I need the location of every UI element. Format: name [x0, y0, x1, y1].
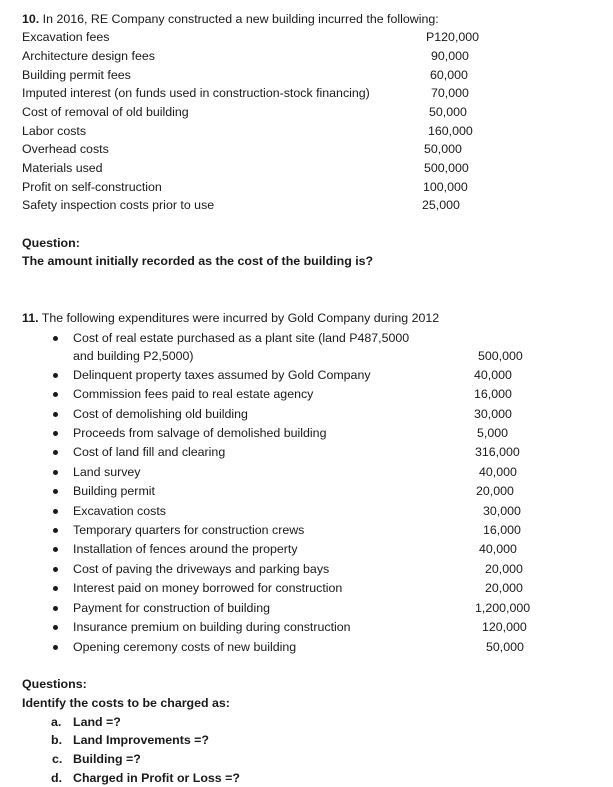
q11-item-label: Land survey [73, 465, 141, 479]
q11-item-amount: 120,000 [482, 620, 527, 634]
q10-item-label: Architecture design fees [22, 49, 155, 63]
answer-text: Charged in Profit or Loss =? [73, 771, 240, 785]
q11-number: 11. [22, 311, 39, 325]
q10-item-label: Excavation fees [22, 30, 110, 44]
q11-item-amount: 5,000 [477, 426, 509, 440]
answer-text: Building =? [73, 752, 141, 766]
q11-item-amount: 20,000 [485, 562, 523, 576]
q11-item-label: Interest paid on money borrowed for construction [73, 581, 343, 595]
q11-item-amount: 20,000 [476, 484, 514, 498]
q11-item-amount: 40,000 [474, 368, 512, 382]
q11-item-label: Insurance premium on building during construction [73, 620, 351, 634]
bullet-icon [53, 489, 58, 494]
q10-item-label: Materials used [22, 161, 103, 175]
q10-item-amount: 100,000 [423, 180, 468, 194]
q11-item-label: Cost of demolishing old building [73, 407, 248, 421]
q11-item-amount: 40,000 [479, 465, 517, 479]
q10-item-amount: P120,000 [426, 30, 480, 44]
q11-item-label: Excavation costs [73, 504, 166, 518]
bullet-icon [53, 625, 58, 630]
q11-item-label-continued: and building P2,5000) [73, 349, 194, 363]
q11-item-label: Delinquent property taxes assumed by Gold Company [73, 368, 371, 382]
q10-intro: In 2016, RE Company constructed a new building incurred the following: [39, 12, 439, 26]
q11-item-amount: 16,000 [483, 523, 521, 537]
q11-item-amount: 20,000 [485, 581, 523, 595]
q10-item-label: Labor costs [22, 124, 87, 138]
q10-item-amount: 90,000 [431, 49, 469, 63]
q10-item-amount: 50,000 [429, 105, 467, 119]
answer-letter: b. [51, 733, 63, 747]
bullet-icon [53, 509, 58, 514]
q11-item-amount: 500,000 [478, 349, 523, 363]
q10-item-label: Overhead costs [22, 142, 109, 156]
bullet-icon [53, 392, 58, 397]
q11-questions-heading: Questions: [22, 677, 87, 691]
q10-item-amount: 50,000 [424, 142, 462, 156]
q10-question-heading: Question: [22, 236, 80, 250]
q11-item-label: Proceeds from salvage of demolished building [73, 426, 327, 440]
q10-item-label: Safety inspection costs prior to use [22, 198, 215, 212]
bullet-icon [53, 431, 58, 436]
q10-question-text: The amount initially recorded as the cost of the building is? [22, 254, 374, 268]
bullet-icon [53, 373, 58, 378]
answer-letter: a. [51, 715, 62, 729]
q11-header [22, 310, 439, 326]
q11-item-label: Commission fees paid to real estate agency [73, 387, 314, 401]
q11-item-amount: 40,000 [479, 542, 517, 556]
q11-item-amount: 30,000 [483, 504, 521, 518]
bullet-icon [53, 567, 58, 572]
q11-item-label: Temporary quarters for construction crews [73, 523, 305, 537]
bullet-icon [53, 336, 58, 341]
q10-item-label: Cost of removal of old building [22, 105, 189, 119]
q10-header [22, 11, 439, 27]
q11-item-amount: 1,200,000 [475, 601, 531, 615]
bullet-icon [53, 606, 58, 611]
bullet-icon [53, 645, 58, 650]
q10-item-amount: 70,000 [431, 86, 469, 100]
bullet-icon [53, 412, 58, 417]
q11-item-label: Cost of real estate purchased as a plant site (land P487,5000 [73, 331, 410, 345]
bullet-icon [53, 547, 58, 552]
q10-item-amount: 25,000 [422, 198, 460, 212]
q10-item-label: Building permit fees [22, 68, 131, 82]
q11-item-label: Building permit [73, 484, 155, 498]
q10-item-label: Profit on self-construction [22, 180, 162, 194]
q11-item-label: Cost of land fill and clearing [73, 445, 226, 459]
q11-item-label: Payment for construction of building [73, 601, 270, 615]
q10-item-label: Imputed interest (on funds used in construction-stock financing) [22, 86, 370, 100]
q11-item-amount: 30,000 [474, 407, 512, 421]
q11-item-label: Cost of paving the driveways and parking bays [73, 562, 330, 576]
q11-intro: The following expenditures were incurred by Gold Company during 2012 [38, 311, 440, 325]
answer-text: Land Improvements =? [73, 733, 209, 747]
q10-item-amount: 160,000 [428, 124, 473, 138]
q11-questions-text: Identify the costs to be charged as: [22, 696, 230, 710]
q11-item-label: Opening ceremony costs of new building [73, 640, 297, 654]
q10-item-amount: 60,000 [430, 68, 468, 82]
q11-item-amount: 316,000 [475, 445, 520, 459]
q10-number: 10. [22, 12, 40, 26]
answer-letter: c. [52, 752, 63, 766]
answer-letter: d. [51, 771, 63, 785]
answer-text: Land =? [73, 715, 121, 729]
q11-item-label: Installation of fences around the property [73, 542, 298, 556]
bullet-icon [53, 450, 58, 455]
q10-item-amount: 500,000 [424, 161, 469, 175]
q11-item-amount: 16,000 [474, 387, 512, 401]
bullet-icon [53, 586, 58, 591]
q11-item-amount: 50,000 [486, 640, 524, 654]
bullet-icon [53, 528, 58, 533]
bullet-icon [53, 470, 58, 475]
